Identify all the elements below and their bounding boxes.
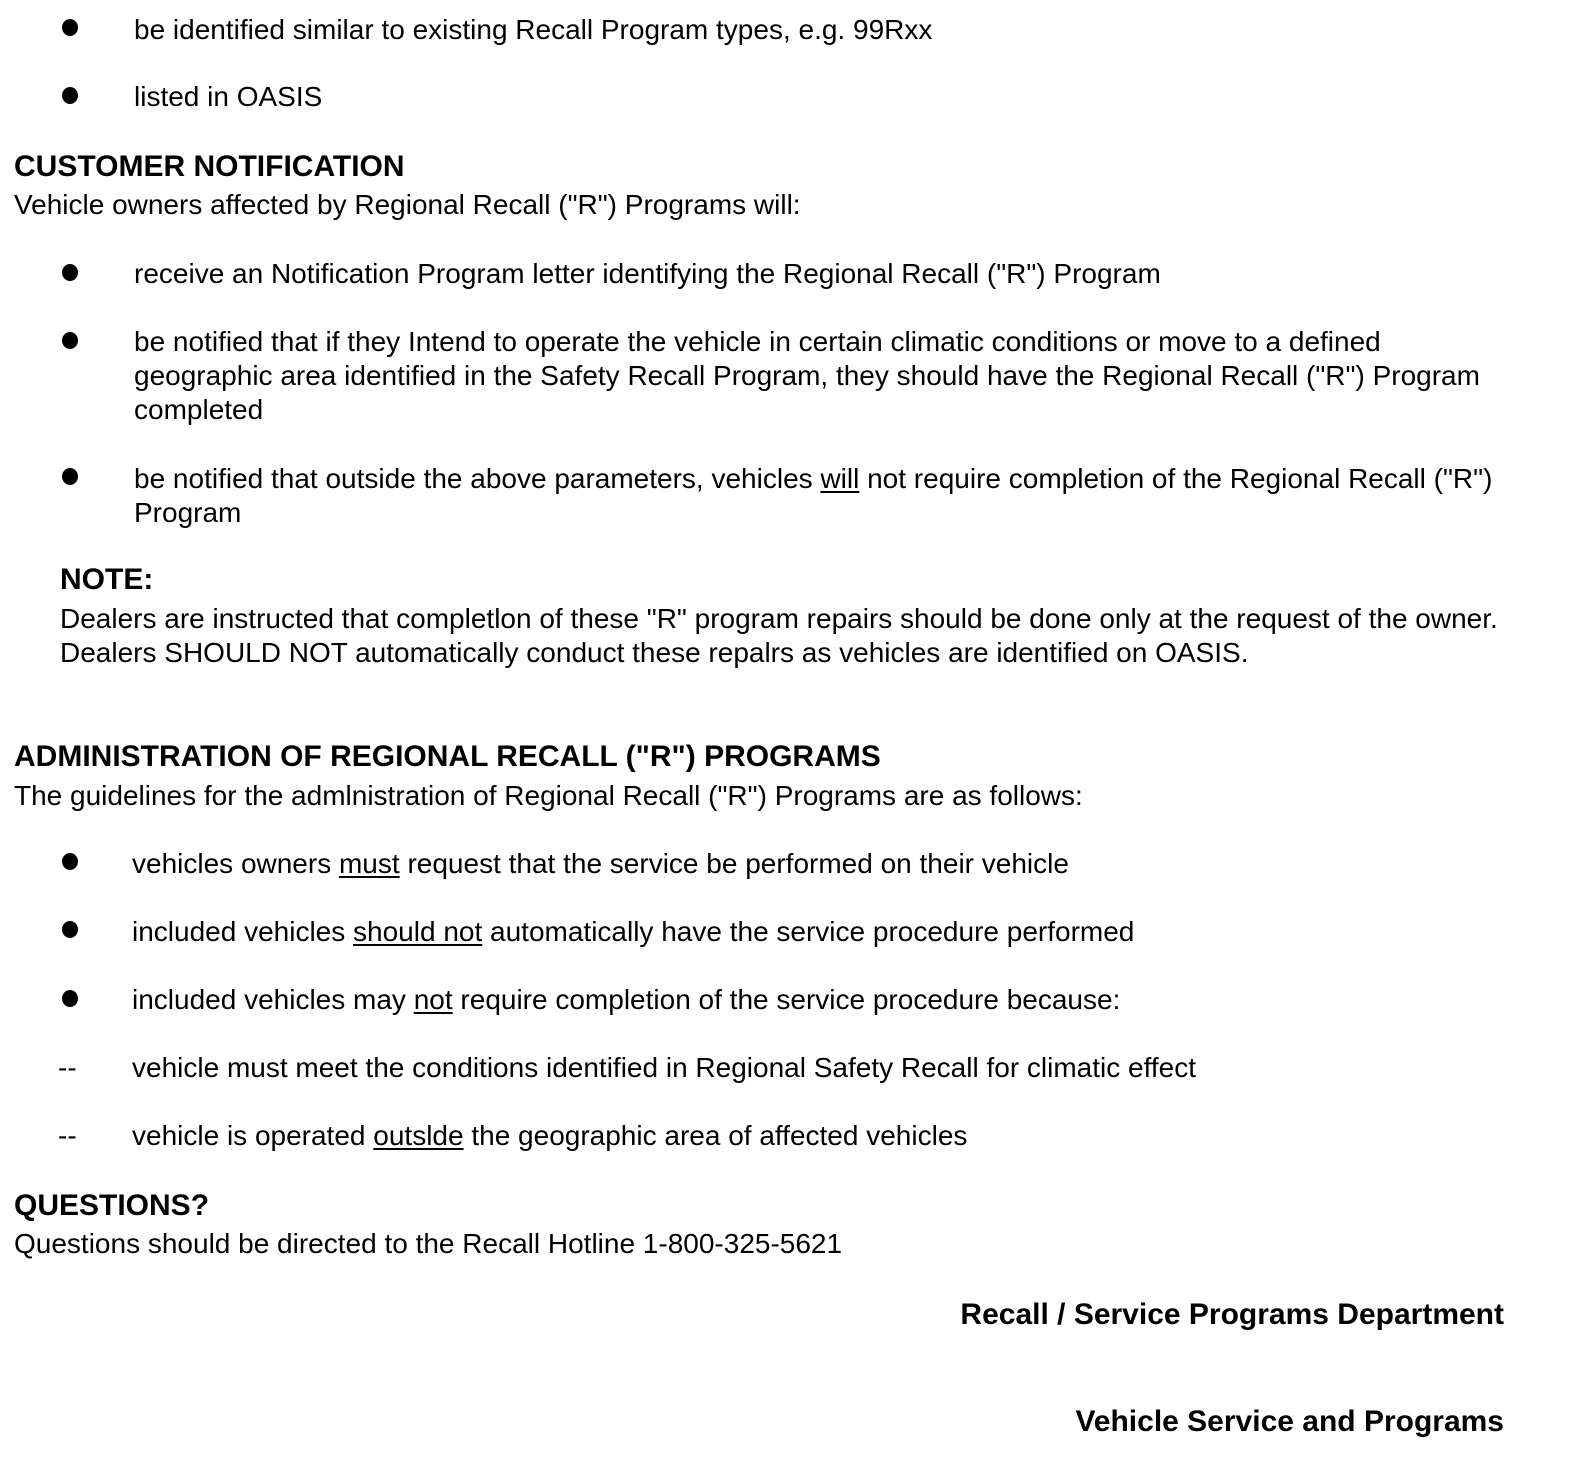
list-item-text: vehicles owners [132,848,339,879]
list-item: listed in OASIS [134,81,323,112]
list-item-text: be notified that outside the above parameters, vehicles [134,463,821,494]
section-heading-questions: QUESTIONS? [14,1189,210,1222]
emphasis-underline: outslde [373,1120,464,1151]
list-item-text: vehicle is operated [132,1120,374,1151]
bullet-marker [62,19,78,36]
list-item-text: automatically have the service procedure performed [482,916,1135,947]
bullet-marker [62,853,78,870]
signature-division: Vehicle Service and Programs [1075,1405,1504,1438]
signature-department: Recall / Service Programs Department [960,1298,1504,1331]
list-item-text: included vehicles may [132,984,414,1015]
list-item [134,462,1494,530]
list-item-text: not require completion of the Regional Recall ("R") Program [134,463,1493,528]
dash-marker: -- [58,1052,77,1083]
emphasis-underline: will [820,463,860,494]
section-heading-administration: ADMINISTRATION OF REGIONAL RECALL ("R") PROGRAMS [14,740,881,773]
list-item-text: require completion of the service procedure because: [452,984,1121,1015]
section-intro: The guidelines for the admlnistration of Regional Recall ("R") Programs are as follows: [14,780,1083,811]
bullet-marker [62,468,78,485]
emphasis-underline: not [413,984,453,1015]
sub-list-item [132,1119,967,1153]
list-item-text: the geographic area of affected vehicles [463,1120,968,1151]
questions-text: Questions should be directed to the Recall Hotline 1-800-325-5621 [14,1228,843,1259]
list-item [132,847,1069,881]
section-heading-customer-notification: CUSTOMER NOTIFICATION [14,150,405,183]
bullet-marker [62,921,78,938]
list-item: receive an Notification Program letter identifying the Regional Recall ("R") Program [134,258,1161,289]
note-text: Dealers are instructed that completlon of these "R" program repairs should be done only at the request of the owner. Dealers SHOULD NOT automatically conduct these repalrs as vehicles are identified on OASIS. [60,603,1498,668]
list-item [132,915,1134,949]
section-intro: Vehicle owners affected by Regional Recall ("R") Programs will: [14,189,801,220]
list-item: be notified that if they Intend to operate the vehicle in certain climatic conditions or move to a defined geographic area identified in the Safety Recall Program, they should have the Regional Recall ("R") Program completed [134,326,1480,425]
bullet-marker [62,264,78,281]
emphasis-underline: must [338,848,400,879]
bullet-marker [62,990,78,1007]
sub-list-item: vehicle must meet the conditions identified in Regional Safety Recall for climatic effect [132,1052,1197,1083]
bullet-marker [62,332,78,349]
list-item [132,983,1120,1017]
bullet-marker [62,87,78,104]
dash-marker: -- [58,1120,77,1151]
list-item: be identified similar to existing Recall Program types, e.g. 99Rxx [134,14,933,45]
list-item-text: included vehicles [132,916,354,947]
list-item-text: request that the service be performed on their vehicle [399,848,1069,879]
note-heading: NOTE: [60,563,154,596]
emphasis-underline: should not [353,916,483,947]
